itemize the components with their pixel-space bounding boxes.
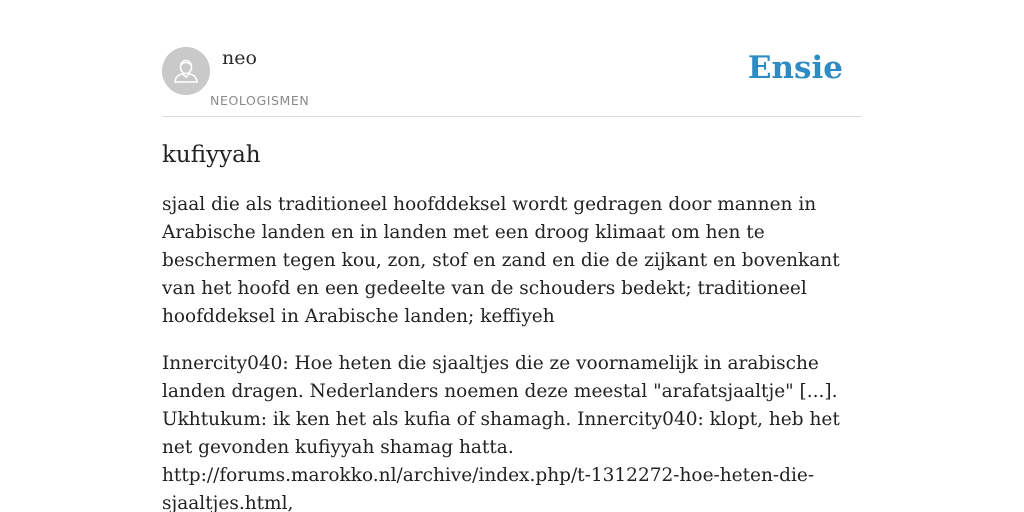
- example-source: http://forums.marokko.nl/archive/index.php/t-1312272-hoe-heten-die-sjaaltjes.html,: [162, 465, 815, 512]
- entry-example: [162, 350, 864, 512]
- category-label[interactable]: NEOLOGISMEN: [210, 93, 310, 108]
- entry-definition: sjaal die als traditioneel hoofddeksel wordt gedragen door mannen in Arabische landen en in landen met een droog klimaat om hen te beschermen tegen kou, zon, stof en zand en die de zijkant en bovenkant van het hoofd en een gedeelte van de schouders bedekt; traditioneel hoofddeksel in Arabische landen; keffiyeh: [162, 194, 840, 327]
- user-avatar[interactable]: [162, 47, 210, 95]
- example-text: Innercity040: Hoe heten die sjaaltjes die ze voornamelijk in arabische landen dragen. Nederlanders noemen deze meestal "arafatsjaaltje" [...]. Ukhtukum: ik ken het als kufia of shamagh. Innercity040: klopt, heb het net gevonden kufiyyah shamag hatta.: [162, 353, 840, 458]
- ensie-logo[interactable]: Ensie: [747, 50, 843, 86]
- entry-term: kufiyyah: [162, 142, 261, 168]
- entry-header: [162, 46, 862, 117]
- username-link[interactable]: neo: [222, 47, 257, 69]
- user-silhouette-icon: [162, 47, 210, 95]
- entry-content: [162, 140, 864, 512]
